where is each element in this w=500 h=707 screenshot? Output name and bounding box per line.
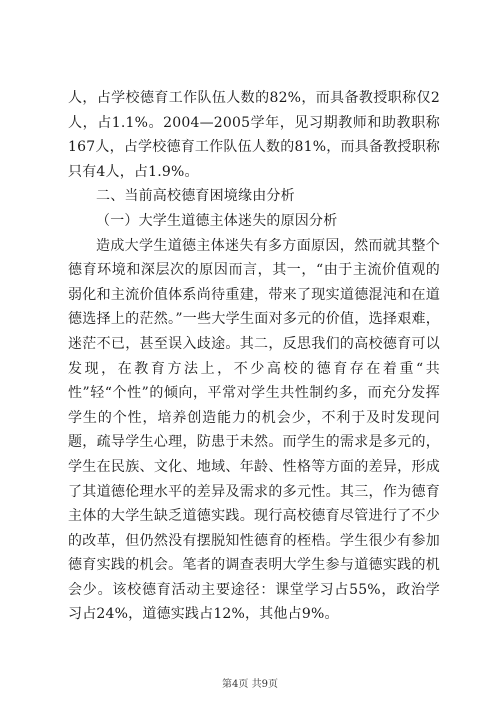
document-body (68, 86, 440, 627)
subsection-heading: （一）大学生道德主体迷失的原因分析 (96, 212, 338, 229)
paragraph-continuation: 人，占学校德育工作队伍人数的82%，而具备教授职称仅2人，占1.1%。2004—2005学年，见习期教师和助教职称167人，占学校德育工作队伍人数的81%，而具备教授职称只有4人，占1.9%。 (68, 90, 440, 180)
page-number-footer: 第4页 共9页 (222, 679, 278, 690)
paragraph-body: 造成大学生道德主体迷失有多方面原因，然而就其整个德育环境和深层次的原因而言，其一，“由于主流价值观的弱化和主流价值体系尚待重建，带来了现实道德混沌和在道德选择上的茫然。”一些大学生面对多元的价值，选择艰难，迷茫不已，甚至误入歧途。其二，反思我们的高校德育可以发现，在教育方法上，不少高校的德育存在着重“共性”轻“个性”的倾向，平常对学生共性制约多，而充分发挥学生的个性，培养创造能力的机会少，不利于及时发现问题，疏导学生心理，防患于未然。而学生的需求是多元的，学生在民族、文化、地域、年龄、性格等方面的差异，形成了其道德伦理水平的差异及需求的多元性。其三，作为德育主体的大学生缺乏道德实践。现行高校德育尽管进行了不少的改革，但仍然没有摆脱知性德育的桎梏。学生很少有参加德育实践的机会。笔者的调查表明大学生参与道德实践的机会少。该校德育活动主要途径：课堂学习占55%，政治学习占24%，道德实践占12%，其他占9%。 (68, 237, 440, 623)
section-heading: 二、当前高校德育困境缘由分析 (96, 188, 295, 205)
